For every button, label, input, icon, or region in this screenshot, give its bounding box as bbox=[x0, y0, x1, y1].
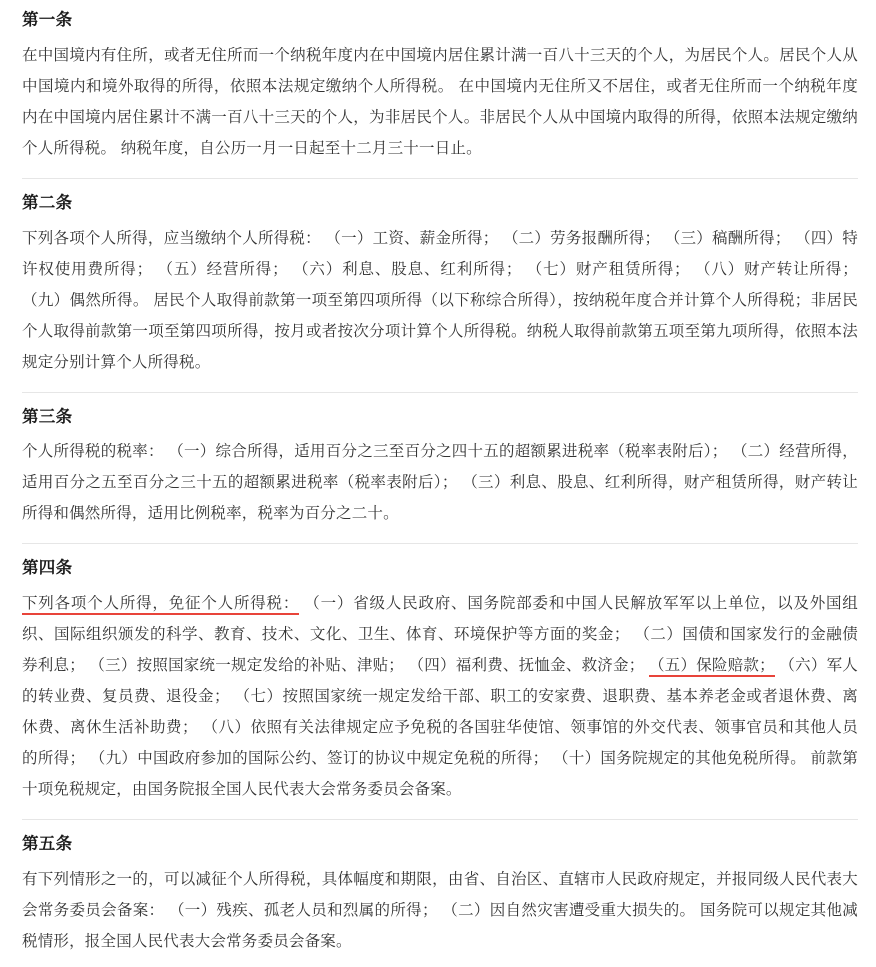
article-section bbox=[22, 556, 858, 805]
article-text-segment: 有下列情形之一的，可以减征个人所得税，具体幅度和期限，由省、自治区、直辖市人民政府规定，并报同级人民代表大会常务委员会备案： （一）残疾、孤老人员和烈属的所得； （二）因自然灾害遭受重大损失的。 国务院可以规定其他减税情形，报全国人民代表大会常务委员会备案。 bbox=[22, 870, 858, 950]
article-section bbox=[22, 8, 858, 164]
article-title: 第二条 bbox=[22, 193, 73, 212]
article-title: 第三条 bbox=[22, 407, 73, 426]
article-body bbox=[22, 588, 858, 805]
article-title: 第五条 bbox=[22, 835, 73, 853]
article-title: 第一条 bbox=[22, 11, 73, 29]
highlighted-text-segment: （五）保险赔款； bbox=[649, 657, 775, 677]
article-body bbox=[22, 864, 858, 957]
article-text-segment: 在中国境内有住所，或者无住所而一个纳税年度内在中国境内居住累计满一百八十三天的个人，为居民个人。居民个人从中国境内和境外取得的所得，依照本法规定缴纳个人所得税。 在中国境内无住所又不居住，或者无住所而一个纳税年度内在中国境内居住累计不满一百八十三天的个人，为非居民个人。非居民个人从中国境内取得的所得，依照本法规定缴纳个人所得税。 纳税年度，自公历一月一日起至十二月三十一日止。 bbox=[22, 46, 858, 157]
article-section bbox=[22, 191, 863, 378]
article-text-segment: 下列各项个人所得，应当缴纳个人所得税： （一）工资、薪金所得； （二）劳务报酬所得； （三）稿酬所得； （四）特许权使用费所得； （五）经营所得； （六）利息、股息、红利所得； （七）财产租赁所得； （八）财产转让所得； （九）偶然所得。 居民个人取得前款第一项至第四项所得（以下称综合所得），按纳税年度合并计算个人所得税；非居民个人取得前款第一项至第四项所得，按月或者按次分项计算个人所得税。纳税人取得前款第五项至第九项所得，依照本法规定分别计算个人所得税。 bbox=[22, 229, 863, 371]
article-text-segment: （一）省级人民政府、国务院部委和中国人民解放军军以上单位，以及外国组织、国际组织颁发的科学、教育、技术、文化、卫生、体育、环境保护等方面的奖金； （二）国债和国家发行的金融债券利息； （三）按照国家统一规定发给的补贴、津贴； （四）福利费、抚恤金、救济金； bbox=[22, 595, 859, 674]
article-body bbox=[22, 40, 858, 164]
section-divider bbox=[22, 178, 858, 179]
article-text-segment: （六）军人的转业费、复员费、退役金； （七）按照国家统一规定发给干部、职工的安家费、退职费、基本养老金或者退休费、离休费、离休生活补助费； （八）依照有关法律规定应予免税的各国驻华使馆、领事馆的外交代表、领事官员和其他人员的所得； （九）中国政府参加的国际公约、签订的协议中规定免税的所得； （十）国务院规定的其他免税所得。 前款第十项免税规定，由国务院报全国人民代表大会常务委员会备案。 bbox=[22, 657, 859, 798]
article-section bbox=[22, 832, 858, 957]
article-body bbox=[22, 223, 863, 378]
article-text-segment: 个人所得税的税率： （一）综合所得，适用百分之三至百分之四十五的超额累进税率（税率表附后）； （二）经营所得，适用百分之五至百分之三十五的超额累进税率（税率表附后）； （三）利息、股息、红利所得，财产租赁所得，财产转让所得和偶然所得，适用比例税率，税率为百分之二十。 bbox=[22, 443, 858, 523]
highlighted-text-segment: 下列各项个人所得，免征个人所得税： bbox=[22, 595, 299, 615]
section-divider bbox=[22, 819, 858, 820]
article-body bbox=[22, 436, 858, 529]
article-title: 第四条 bbox=[22, 559, 73, 578]
section-divider bbox=[22, 543, 858, 544]
section-divider bbox=[22, 392, 858, 393]
article-section bbox=[22, 405, 858, 530]
